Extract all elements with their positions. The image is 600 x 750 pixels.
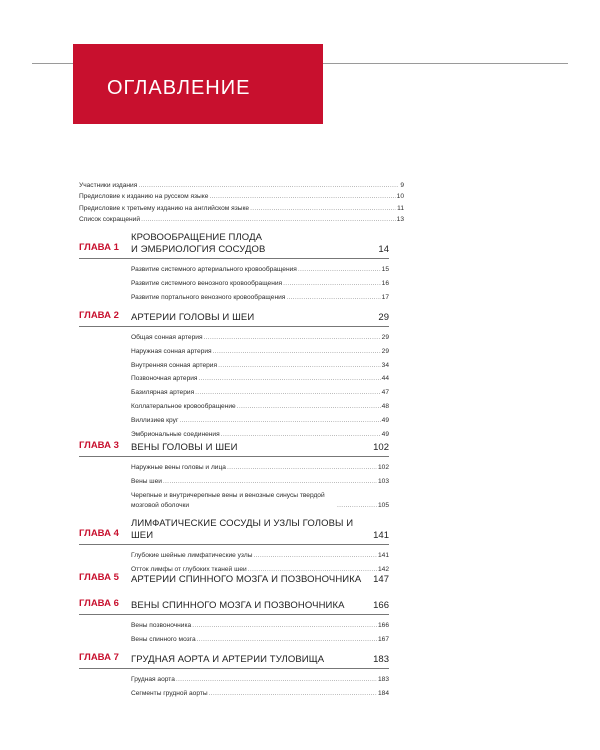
- page-title: ОГЛАВЛЕНИЕ: [107, 77, 251, 99]
- dot-leader: [286, 291, 380, 305]
- chapter-label: ГЛАВА 7: [79, 652, 119, 663]
- chapter-page: 29: [378, 311, 389, 323]
- entry-page: 142: [377, 565, 389, 573]
- dot-leader: [138, 180, 399, 191]
- chapter-title: [131, 442, 369, 454]
- chapter-heading[interactable]: [79, 232, 389, 259]
- entry-title: Позвоночная артерия: [131, 375, 198, 383]
- dot-leader: [283, 277, 381, 291]
- toc-entry[interactable]: [131, 475, 389, 489]
- toc-entry[interactable]: [79, 180, 404, 191]
- dot-leader: [179, 414, 380, 428]
- entry-page: 184: [377, 689, 389, 697]
- chapter-heading[interactable]: [79, 440, 389, 457]
- toc-entry[interactable]: [131, 549, 389, 563]
- dot-leader: [250, 203, 396, 214]
- chapter-heading[interactable]: [79, 518, 389, 545]
- chapter-title-line: АРТЕРИИ СПИННОГО МОЗГА И ПОЗВОНОЧНИКА: [131, 573, 362, 585]
- entry-title: Отток лимфы от глубоких тканей шеи: [131, 565, 247, 573]
- dot-leader: [218, 359, 381, 373]
- chapter-page: 141: [373, 529, 389, 541]
- chapter-heading[interactable]: [79, 598, 389, 615]
- entry-page: 103: [377, 477, 389, 485]
- entry-title: Внутренняя сонная артерия: [131, 361, 218, 369]
- chapter-6: [79, 598, 389, 647]
- dot-leader: [213, 345, 381, 359]
- chapter-3: [79, 440, 389, 513]
- toc-entry[interactable]: [79, 191, 404, 202]
- chapter-heading[interactable]: [79, 652, 389, 669]
- dot-leader: [204, 331, 381, 345]
- chapter-items: [131, 259, 389, 304]
- chapter-title-line: И ЭМБРИОЛОГИЯ СОСУДОВ: [131, 243, 266, 255]
- dot-leader: [209, 687, 377, 701]
- chapter-1: [79, 232, 389, 304]
- entry-page: 47: [381, 389, 389, 397]
- dot-leader: [227, 461, 377, 475]
- toc-entry[interactable]: [79, 203, 404, 214]
- entry-page: 13: [396, 215, 404, 223]
- entry-title: Коллатеральное кровообращение: [131, 402, 236, 410]
- entry-title: Развитие портального венозного кровообращения: [131, 293, 286, 301]
- entry-page: 10: [396, 193, 404, 201]
- toc-entry[interactable]: [79, 214, 404, 225]
- entry-title: Развитие системного венозного кровообращения: [131, 279, 283, 287]
- chapter-5: [79, 572, 389, 588]
- entry-title: Черепные и внутричерепные вены и венозные синусы твердой мозговой оболочки: [131, 491, 325, 509]
- chapter-page: 166: [373, 599, 389, 611]
- toc-entry[interactable]: [131, 633, 389, 647]
- chapter-title-line: ВЕНЫ ГОЛОВЫ И ШЕИ: [131, 441, 238, 453]
- toc-entry[interactable]: [131, 277, 389, 291]
- chapter-heading[interactable]: [79, 572, 389, 588]
- dot-leader: [176, 673, 377, 687]
- entry-title: Наружная сонная артерия: [131, 347, 212, 355]
- chapter-label: ГЛАВА 3: [79, 440, 119, 451]
- chapter-7: [79, 652, 389, 701]
- chapter-label: ГЛАВА 4: [79, 528, 119, 539]
- toc-entry[interactable]: [131, 345, 389, 359]
- entry-page: 44: [381, 375, 389, 383]
- dot-leader: [192, 619, 377, 633]
- entry-title: Общая сонная артерия: [131, 334, 203, 341]
- toc-entry[interactable]: [131, 386, 389, 400]
- chapter-title: [131, 518, 369, 541]
- chapter-label: ГЛАВА 1: [79, 242, 119, 253]
- chapter-4: [79, 518, 389, 577]
- entry-title: Вены спинного мозга: [131, 635, 196, 643]
- chapter-items: [131, 669, 389, 701]
- dot-leader: [209, 191, 395, 202]
- chapter-label: ГЛАВА 2: [79, 310, 119, 321]
- toc-entry[interactable]: [131, 489, 389, 513]
- chapter-items: [131, 457, 389, 513]
- entry-title: Участники издания: [79, 182, 138, 189]
- chapter-page: 147: [373, 573, 389, 585]
- toc-entry[interactable]: [131, 619, 389, 633]
- chapter-title: [131, 654, 369, 666]
- toc-entry[interactable]: [131, 687, 389, 701]
- chapter-title: [131, 232, 374, 255]
- front-matter-list: [79, 180, 404, 225]
- toc-entry[interactable]: [131, 359, 389, 373]
- chapter-items: [131, 615, 389, 647]
- entry-title: Вены позвоночника: [131, 622, 192, 629]
- chapter-title-line: КРОВООБРАЩЕНИЕ ПЛОДА: [131, 232, 263, 243]
- toc-entry[interactable]: [131, 461, 389, 475]
- entry-page: 141: [377, 552, 389, 559]
- chapter-title-line: ЛИМФАТИЧЕСКИЕ СОСУДЫ И УЗЛЫ ГОЛОВЫ И ШЕИ: [131, 518, 354, 541]
- entry-page: 105: [377, 501, 389, 509]
- entry-page: 183: [377, 676, 389, 683]
- entry-title: Список сокращений: [79, 215, 141, 223]
- dot-leader: [237, 400, 381, 414]
- toc-entry[interactable]: [131, 263, 389, 277]
- entry-page: 16: [381, 279, 389, 287]
- entry-page: 17: [381, 293, 389, 301]
- table-of-contents: [79, 180, 404, 697]
- toc-entry[interactable]: [131, 673, 389, 687]
- dot-leader: [253, 549, 377, 563]
- chapter-2: [79, 310, 389, 441]
- dot-leader: [195, 386, 381, 400]
- chapter-label: ГЛАВА 6: [79, 598, 119, 609]
- toc-entry[interactable]: [131, 372, 389, 386]
- entry-title: Грудная аорта: [131, 676, 175, 683]
- dot-leader: [298, 263, 381, 277]
- toc-entry[interactable]: [131, 414, 389, 428]
- chapter-heading[interactable]: [79, 310, 389, 327]
- chapter-title: [131, 600, 369, 612]
- entry-title: Базилярная артерия: [131, 389, 195, 397]
- heading-banner: [73, 44, 323, 124]
- entry-title: Виллизиев круг: [131, 416, 179, 424]
- entry-page: 49: [381, 430, 389, 438]
- toc-entry[interactable]: [131, 400, 389, 414]
- chapter-page: 14: [378, 243, 389, 255]
- chapter-label: ГЛАВА 5: [79, 572, 119, 583]
- entry-page: 34: [381, 361, 389, 369]
- entry-title: Наружные вены головы и лица: [131, 464, 226, 471]
- dot-leader: [141, 214, 396, 225]
- entry-title: Сегменты грудной аорты: [131, 689, 208, 697]
- entry-title: Предисловие к третьему изданию на английском языке: [79, 204, 250, 212]
- dot-leader: [198, 372, 380, 386]
- entry-title: Развитие системного артериального кровообращения: [131, 266, 297, 273]
- chapter-items: [131, 327, 389, 441]
- entry-page: 48: [381, 402, 389, 410]
- entry-page: 11: [397, 204, 404, 212]
- entry-title: Эмбриональные соединения: [131, 430, 220, 438]
- chapter-title: [131, 574, 369, 586]
- dot-leader: [163, 475, 377, 489]
- chapter-page: 102: [373, 441, 389, 453]
- chapter-title: [131, 312, 374, 324]
- entry-title: Предисловие к изданию на русском языке: [79, 193, 209, 201]
- chapter-title-line: ВЕНЫ СПИННОГО МОЗГА И ПОЗВОНОЧНИКА: [131, 599, 345, 611]
- entry-page: 29: [381, 347, 389, 355]
- entry-title: Вены шеи: [131, 477, 162, 485]
- chapter-title-line: ГРУДНАЯ АОРТА И АРТЕРИИ ТУЛОВИЩА: [131, 653, 325, 665]
- chapter-page: 183: [373, 653, 389, 665]
- dot-leader: [337, 501, 377, 511]
- toc-entry[interactable]: [131, 291, 389, 305]
- toc-entry[interactable]: [131, 331, 389, 345]
- entry-page: 15: [381, 266, 389, 273]
- entry-page: 167: [377, 635, 389, 643]
- entry-page: 29: [381, 334, 389, 341]
- chapter-title-line: АРТЕРИИ ГОЛОВЫ И ШЕИ: [131, 311, 255, 323]
- dot-leader: [197, 633, 377, 647]
- entry-page: 102: [377, 464, 389, 471]
- entry-page: 49: [381, 416, 389, 424]
- entry-page: 166: [377, 622, 389, 629]
- entry-title: Глубокие шейные лимфатические узлы: [131, 552, 253, 559]
- entry-page: 9: [400, 182, 404, 189]
